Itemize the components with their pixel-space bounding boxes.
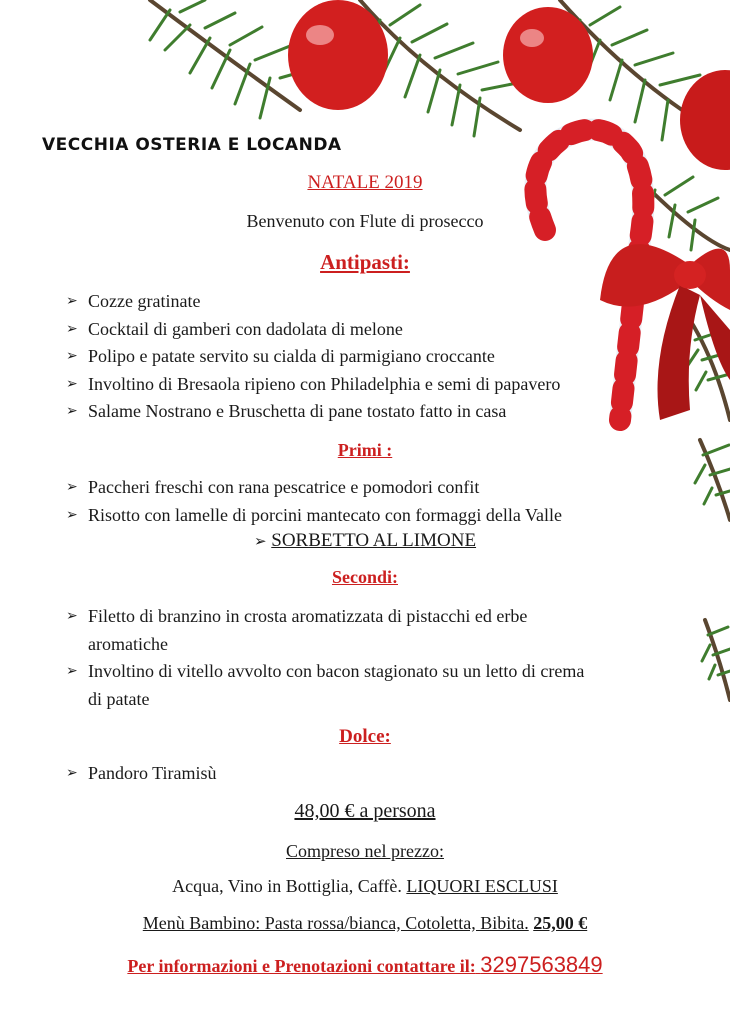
dolce-list [66,760,217,788]
list-item-continuation: di patate [88,688,150,709]
list-item: ➢ Involtino di vitello avvolto con bacon stagionato su un letto di crema [66,658,584,686]
list-item: ➢ Paccheri freschi con rana pescatrice e pomodori confit [66,474,562,502]
primi-heading: Primi : [337,440,393,460]
secondi-heading: Secondi: [331,567,398,587]
kids-price: 25,00 € [533,913,588,933]
kids-menu-line [0,913,730,934]
list-item: ➢ Involtino di Bresaola ripieno con Philadelphia e semi di papavero [66,371,560,399]
list-item: ➢ Cocktail di gamberi con dadolata di melone [66,316,560,344]
list-item: ➢ Filetto di branzino in crosta aromatizzata di pistacchi ed erbe [66,603,584,631]
list-item-continuation: aromatiche [88,633,168,654]
price: 48,00 € a persona [294,800,436,822]
list-item: ➢ Risotto con lamelle di porcini mantecato con formaggi della Valle [66,502,562,530]
dolce-heading: Dolce: [339,726,391,747]
contact-text: Per informazioni e Prenotazioni contattare il: [127,956,476,976]
excluded-text: LIQUORI ESCLUSI [406,876,558,896]
sorbetto-line [0,530,730,552]
sorbetto-text: SORBETTO AL LIMONE [271,530,477,551]
arrow-bullet-icon: ➢ [253,532,267,550]
phone-number[interactable]: 3297563849 [480,952,603,977]
included-line [0,876,730,897]
included-text: Acqua, Vino in Bottiglia, Caffè. [172,876,402,896]
event-title: NATALE 2019 [307,172,423,193]
ornaments [288,0,730,170]
antipasti-list [66,288,560,426]
secondi-list [66,603,584,713]
list-item: ➢ Pandoro Tiramisù [66,760,217,788]
kids-menu: Menù Bambino: Pasta rossa/bianca, Cotoletta, Bibita. [142,913,529,933]
list-item: ➢ Salame Nostrano e Bruschetta di pane tostato fatto in casa [66,398,560,426]
restaurant-name: VECCHIA OSTERIA E LOCANDA [42,135,342,155]
list-item: ➢ Cozze gratinate [66,288,560,316]
included-heading: Compreso nel prezzo: [286,841,444,861]
primi-list [66,474,562,529]
contact-line [0,952,730,978]
antipasti-heading: Antipasti: [320,250,410,274]
welcome-text: Benvenuto con Flute di prosecco [246,211,484,231]
list-item: ➢ Polipo e patate servito su cialda di parmigiano croccante [66,343,560,371]
